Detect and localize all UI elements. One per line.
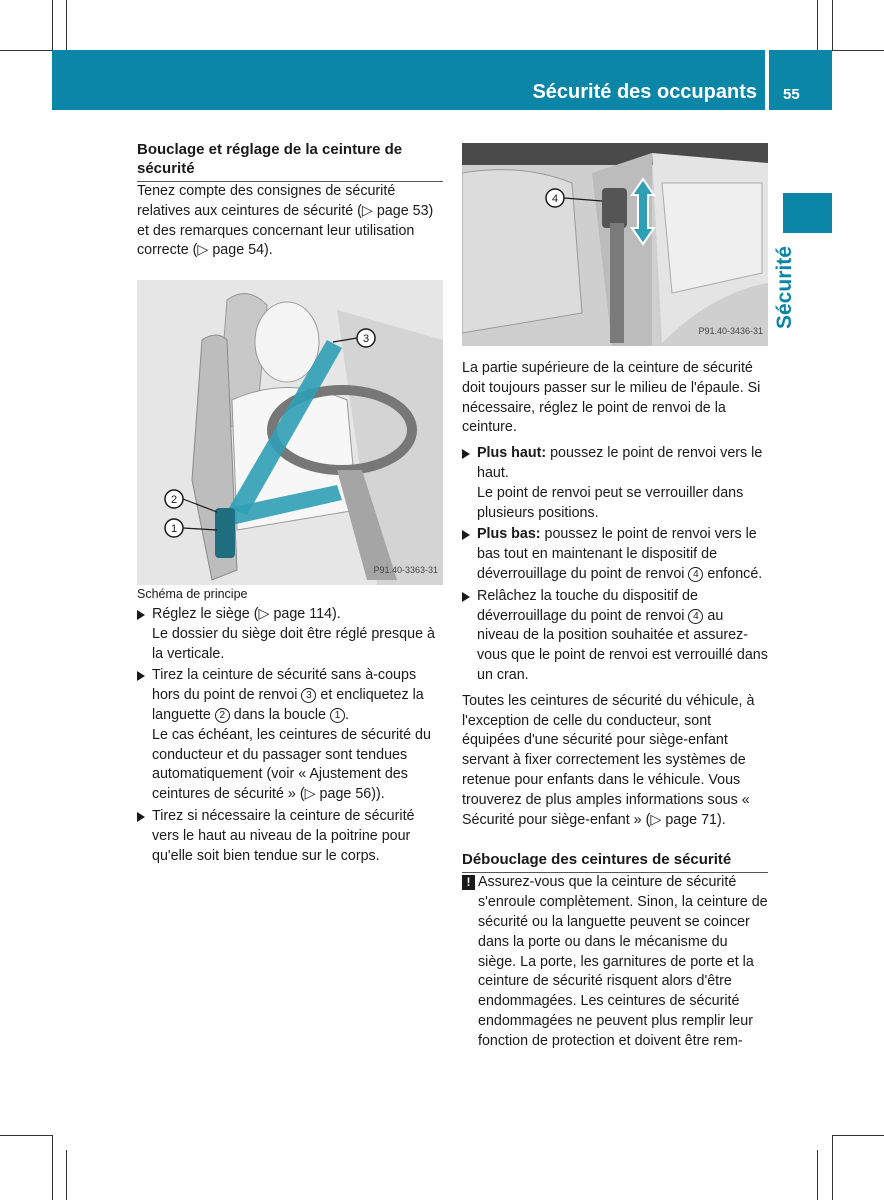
item-detail: Le dossier du siège doit être réglé presque à la verticale.: [152, 625, 435, 662]
item-text: .: [344, 706, 349, 723]
callout-1: 1: [170, 523, 178, 536]
callout-2: 2: [170, 494, 178, 507]
callout-4: 4: [551, 193, 559, 205]
section-heading: Débouclage des ceintures de sécurité: [462, 850, 768, 873]
crop-mark: [832, 0, 833, 50]
page-number-box: [769, 50, 832, 110]
crop-mark: [817, 0, 818, 50]
section-title: Sécurité des occupants: [532, 81, 757, 103]
callout-ref: 4: [688, 609, 703, 624]
callout-ref: 1: [330, 708, 345, 723]
crop-mark: [66, 0, 67, 50]
belt-anchor-figure: [462, 143, 768, 346]
callout-ref: 2: [215, 708, 230, 723]
item-text: et encliquetez la languette: [152, 687, 424, 723]
item-label: Plus bas:: [477, 526, 541, 543]
side-tab-label: Sécurité: [773, 246, 796, 329]
belt-anchor-illustration: [462, 143, 768, 346]
item-text: poussez le point de renvoi vers le bas tout en maintenant le dispositif de déverrouillage du point de renvoi: [477, 526, 757, 582]
callout-ref: 4: [688, 567, 703, 582]
bullet-triangle-icon: [462, 449, 470, 459]
crop-mark: [0, 50, 52, 51]
list-item: [462, 525, 768, 584]
item-text: enfoncé.: [703, 565, 763, 582]
bullet-triangle-icon: [462, 530, 470, 540]
side-tab-marker: [783, 193, 832, 233]
crop-mark: [52, 0, 53, 50]
bullet-triangle-icon: [137, 610, 145, 620]
crop-mark: [817, 1150, 818, 1200]
figure-code: P91.40-3436-31: [698, 326, 763, 337]
crop-mark: [832, 1135, 884, 1136]
list-item: [462, 587, 768, 686]
bullet-triangle-icon: [462, 592, 470, 602]
section-heading: Bouclage et réglage de la ceinture de sécurité: [137, 140, 443, 182]
figure-code: P91.40-3363-31: [373, 565, 438, 576]
crop-mark: [0, 1135, 52, 1136]
crop-mark: [66, 1150, 67, 1200]
item-label: Plus haut:: [477, 445, 547, 462]
callout-3: 3: [362, 333, 370, 346]
callout-ref: 3: [301, 688, 316, 703]
warning-icon: !: [462, 875, 475, 890]
left-column: [137, 140, 443, 866]
item-text: au niveau de la position souhaitée et assurez-vous que le point de renvoi est verrouillé dans un cran.: [477, 607, 768, 683]
intro-paragraph: La partie supérieure de la ceinture de sécurité doit toujours passer sur le milieu de l'épaule. Si nécessaire, réglez le point de renvoi de la ceinture.: [462, 360, 761, 436]
header-bar: [52, 50, 765, 110]
list-item: [462, 444, 768, 523]
child-seat-paragraph: Toutes les ceintures de sécurité du véhicule, à l'exception de celle du conducteur, sont équipées d'une sécurité pour siège-enfant servant à fixer correctement les systèmes de retenue pour enfants dans le véhicule. Vous trouverez de plus amples informations sous « Sécurité pour siège-enfant » (▷ page 71).: [462, 692, 755, 828]
item-text: Relâchez la touche du dispositif de déverrouillage du point de renvoi: [477, 587, 698, 624]
item-text: Tirez si nécessaire la ceinture de sécurité vers le haut au niveau de la poitrine pour qu'elle soit bien tendue sur le corps.: [152, 807, 415, 864]
item-text: Réglez le siège (▷ page 114).: [152, 605, 341, 622]
crop-mark: [832, 1135, 833, 1200]
warning-block: [462, 873, 768, 1051]
list-item: [137, 807, 443, 866]
list-item: [137, 605, 443, 664]
figure-caption: Schéma de principe: [137, 587, 248, 602]
item-text: poussez le point de renvoi vers le haut.: [477, 445, 763, 481]
bullet-triangle-icon: [137, 812, 145, 822]
right-column: [462, 143, 768, 1052]
crop-mark: [52, 1135, 53, 1200]
item-detail: Le point de renvoi peut se verrouiller dans plusieurs positions.: [477, 484, 744, 521]
warning-text: Assurez-vous que la ceinture de sécurité s'enroule complètement. Sinon, la ceinture de sécurité ou la languette peuvent se coincer dans la porte ou dans le mécanisme du siège. La porte, les garnitures de porte et la ceinture de sécurité risquent alors d'être endommagées. Les ceintures de sécurité endommagées ne peuvent plus remplir leur fonction de protection et doivent être rem-: [478, 874, 768, 1049]
seatbelt-figure: [137, 280, 443, 585]
crop-mark: [832, 50, 884, 51]
intro-paragraph: Tenez compte des consignes de sécurité relatives aux ceintures de sécurité (▷ page 53) et des remarques concernant leur utilisation correcte (▷ page 54).: [137, 183, 434, 259]
seatbelt-illustration: [137, 280, 443, 585]
bullet-triangle-icon: [137, 671, 145, 681]
item-text: dans la boucle: [229, 706, 330, 723]
list-item: [137, 666, 443, 805]
page-number: 55: [783, 86, 800, 103]
item-text: Tirez la ceinture de sécurité sans à-coups hors du point de renvoi: [152, 667, 417, 704]
item-detail: Le cas échéant, les ceintures de sécurité du conducteur et du passager sont tendues automatiquement (voir « Ajustement des ceintures de sécurité » (▷ page 56)).: [152, 726, 431, 803]
